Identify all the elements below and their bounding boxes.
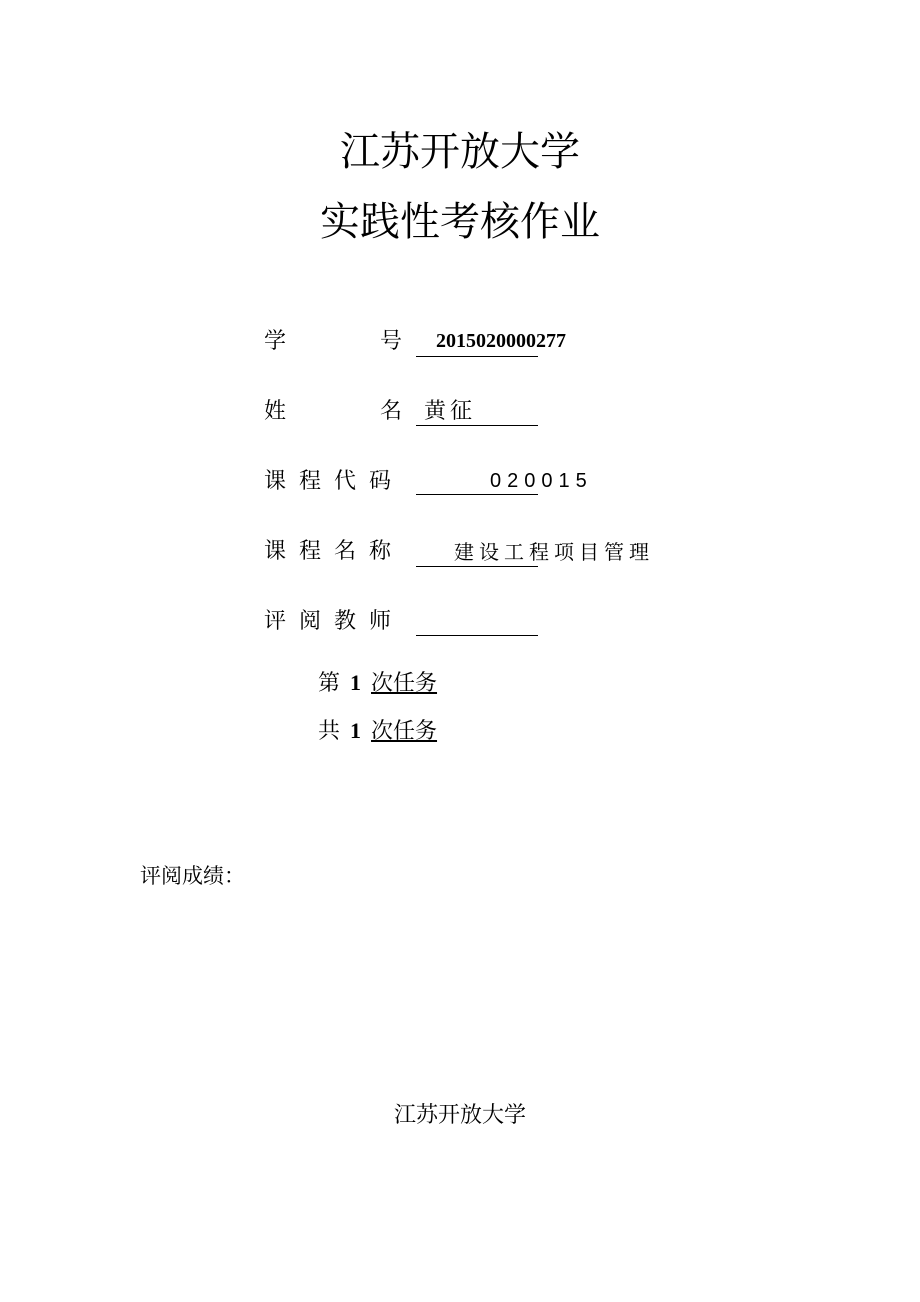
assignment-title: 实践性考核作业 (320, 199, 600, 245)
student-id-value: 2015020000277 (436, 330, 566, 352)
footer-university: 江苏开放大学 (393, 1103, 526, 1128)
task-total-prefix: 共 (318, 719, 341, 744)
university-title: 江苏开放大学 (340, 129, 580, 175)
task-total-number: 1 (350, 718, 362, 743)
task-current-suffix: 次任务 (371, 671, 438, 696)
task-total-suffix: 次任务 (371, 719, 438, 744)
task-current (318, 669, 437, 698)
grader-label: 评阅教师 (264, 609, 405, 634)
name-label-a: 姓 (264, 399, 287, 424)
course-name-value: 建设工程项目管理 (454, 540, 654, 564)
grader-underline (416, 635, 538, 636)
name-label-b: 名 (380, 399, 403, 424)
student-id-label-b: 号 (380, 329, 403, 354)
student-id-underline (416, 356, 538, 357)
course-name-underline (416, 566, 538, 567)
grade-label: 评阅成绩： (140, 864, 245, 888)
task-total (318, 717, 437, 746)
task-current-prefix: 第 (318, 671, 341, 696)
task-current-number: 1 (350, 670, 362, 695)
course-code-value: 020015 (490, 470, 593, 492)
course-code-label: 课程代码 (264, 469, 405, 494)
name-value: 黄征 (424, 399, 477, 424)
course-name-label: 课程名称 (264, 539, 405, 564)
student-id-label-a: 学 (264, 329, 287, 354)
course-code-underline (416, 494, 538, 495)
